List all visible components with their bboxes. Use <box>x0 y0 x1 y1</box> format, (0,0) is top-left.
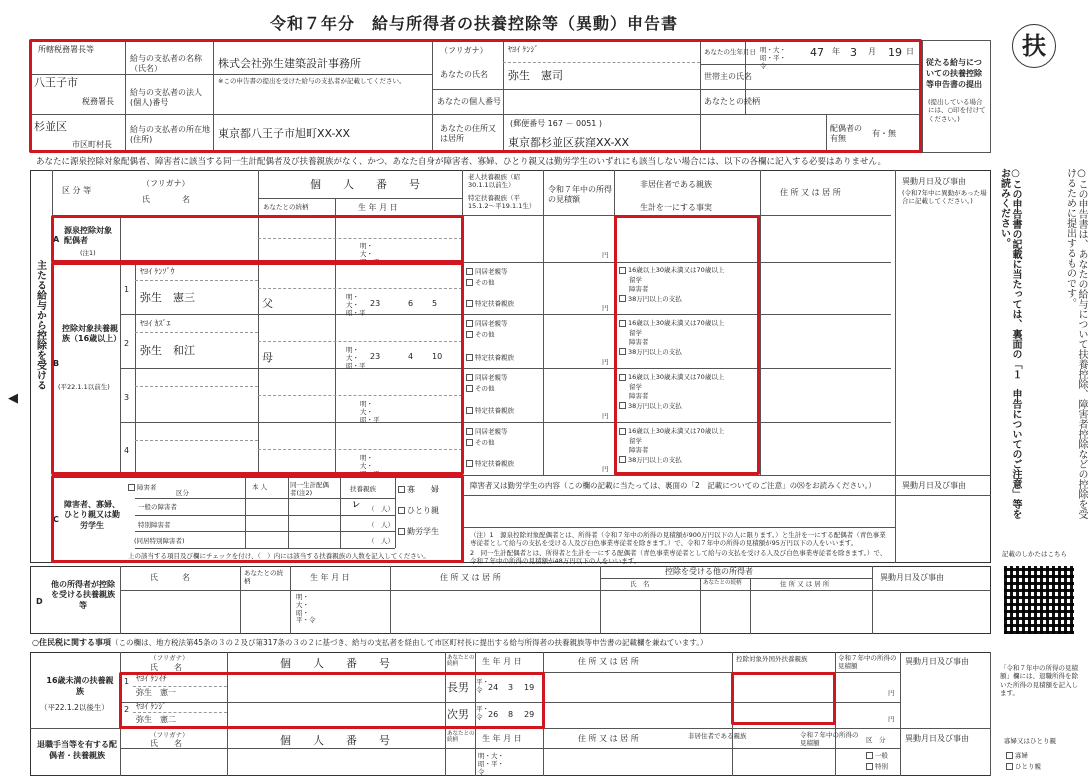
r-col-furigana: （フリガナ） <box>150 654 189 662</box>
child1-no: 1 <box>124 677 130 686</box>
col-number: 個 人 番 号 <box>310 178 420 191</box>
col-elderly: 老人扶養親族（昭30.1.1以前生） <box>468 173 520 189</box>
dep1-nonres-age[interactable]: 16歳以上30歳未満又は70歳以上 <box>619 266 724 276</box>
child2-month[interactable]: 8 <box>508 710 514 719</box>
my-number-label: あなたの個人番号 <box>437 97 501 106</box>
d-col-name: 氏 名 <box>150 573 190 582</box>
highlight-section-c <box>51 475 464 563</box>
d-era: 明・大・昭・平・令 <box>296 593 316 625</box>
dep1-name[interactable]: 弥生 憲三 <box>140 291 195 304</box>
dep3-opt-other[interactable]: その他 <box>466 385 495 392</box>
dep4-nonres-38man[interactable]: 38万円以上の支払 <box>619 456 724 466</box>
d-col-change: 異動月日及び事由 <box>880 573 944 582</box>
spouse-label: 配偶者の有無 <box>830 124 862 144</box>
re-col-category: 区 分 <box>866 736 886 744</box>
resident-header-note: （この欄は、地方税法第45条の３の２及び第317条の３の２に基づき、給与の支払者を経由して市区町村長に提出する給与所得者の扶養親族等申告書の記載欄を兼ねています。） <box>110 638 708 647</box>
dep4-yen: 円 <box>602 465 609 473</box>
dep1-relation[interactable]: 父 <box>262 297 273 310</box>
c-general: 一般の障害者 <box>138 503 177 511</box>
child2-kana[interactable]: ﾔﾖｲ ｹﾝｼﾞ <box>136 702 167 711</box>
payer-number-note: ※この申告書の提出を受けた給与の支払者が記載してください。 <box>218 77 406 85</box>
col-nonresident: 非居住者である親族 <box>640 180 712 189</box>
note2: 2 同一生計配偶者とは、所得者と生計を一にする配偶者（青色事業専従者として給与の支払を受ける人及び白色事業専従者を除きます。）で、令和７年中の所得の見積額が48万円以下の人をいいます。 <box>470 549 887 566</box>
col-income: 令和７年中の所得の見積額 <box>548 185 612 205</box>
day-unit: 日 <box>906 47 914 56</box>
c-single[interactable]: ひとり親 <box>398 507 439 515</box>
c-self: 本 人 <box>252 483 268 491</box>
re-widow-label: 寡婦又はひとり親 <box>1004 737 1056 745</box>
col-category: 区 分 等 <box>62 186 92 195</box>
child1-month[interactable]: 3 <box>508 683 514 692</box>
right-text-1: ○この申告書は、あなたの給与について扶養控除、障害者控除などの控除を受けるために提出するものです。 <box>1064 168 1087 519</box>
c-special-count: （ 人） <box>368 521 394 529</box>
re-opt-special[interactable]: 特別 <box>866 763 888 770</box>
highlight-outside <box>731 672 836 725</box>
re-col-relation: あなたとの続柄 <box>447 731 475 744</box>
retire-label: 退職手当等を有する配偶者・扶養親族 <box>37 740 117 760</box>
dep4-opt-other[interactable]: その他 <box>466 439 495 446</box>
dep2-nonres-38man[interactable]: 38万円以上の支払 <box>619 348 724 358</box>
c-content: 障害者又は勤労学生の内容（この欄の記載に当たっては、裏面の「2 記載についてのご注意」の⑻をお読みください。） <box>470 481 876 490</box>
side-note: 従たる給与についての扶養控除等申告書の提出 <box>926 58 982 89</box>
name-label: あなたの氏名 <box>440 70 488 79</box>
dep4-era: 明・大・昭・平 <box>360 454 380 478</box>
col-birth: 生 年 月 日 <box>358 203 398 212</box>
child2-no: 2 <box>124 705 130 714</box>
d-col-other: 控除を受ける他の所得者 <box>665 567 753 576</box>
d-col-relation: あなたとの続柄 <box>244 569 283 585</box>
re-col-furigana: （フリガナ） <box>150 731 189 739</box>
dep4-nonres-study[interactable]: 留学 <box>629 436 642 445</box>
r-col-number: 個 人 番 号 <box>280 657 390 670</box>
dep1-nonres-disabled[interactable]: 障害者 <box>629 285 649 293</box>
dep2-nonres-age[interactable]: 16歳以上30歳未満又は70歳以上 <box>619 319 724 329</box>
child2-era: 平・令 <box>476 705 489 721</box>
city-suffix: 市区町村長 <box>72 140 112 149</box>
city-value: 杉並区 <box>34 120 67 133</box>
re-opt-widow[interactable]: 寡婦 <box>1006 752 1028 759</box>
c-footnote: 上の該当する項目及び欄にチェックを付け、（ ）内には該当する扶養親族の人数を記入してください。 <box>128 552 430 560</box>
dep2-nonres-disabled[interactable]: 障害者 <box>629 338 649 346</box>
year-unit: 年 <box>832 47 840 56</box>
dep1-day[interactable]: 5 <box>432 299 438 308</box>
payer-number-label: 給与の支払者の法人(個人)番号 <box>130 88 202 108</box>
page-title: 令和７年分 給与所得者の扶養控除等（異動）申告書 <box>270 14 679 33</box>
c-disabled[interactable]: 障害者 <box>128 484 157 491</box>
dep2-yen: 円 <box>602 358 609 366</box>
dep2-year[interactable]: 23 <box>370 352 381 361</box>
r-col-birth: 生 年 月 日 <box>482 657 522 666</box>
re-opt-general[interactable]: 一般 <box>866 752 888 759</box>
r-col-address: 住 所 又 は 居 所 <box>578 657 639 666</box>
c-special: 特別障害者 <box>138 521 171 529</box>
highlight-section-b <box>51 262 464 475</box>
child1-era: 平・令 <box>476 678 489 694</box>
section-a-yen: 円 <box>602 251 609 259</box>
address-label: あなたの住所又は居所 <box>440 124 496 144</box>
r-col-relation: あなたとの続柄 <box>447 655 475 668</box>
c-cohabit: (同居特別障害者) <box>134 537 185 545</box>
dep2-month[interactable]: 4 <box>408 352 414 361</box>
c-category: 区分 <box>176 489 189 497</box>
section-c-letter: C <box>53 515 59 524</box>
dep3-nonres-38man[interactable]: 38万円以上の支払 <box>619 402 724 412</box>
furigana-label: （フリガナ） <box>440 46 488 55</box>
section-d-letter: D <box>36 597 43 606</box>
dep3-nonres-disabled[interactable]: 障害者 <box>629 392 649 400</box>
qr-code[interactable] <box>1004 566 1074 634</box>
dep3-yen: 円 <box>602 412 609 420</box>
r-col-name: 氏 名 <box>150 663 182 672</box>
dep4-no: 4 <box>124 446 130 455</box>
col-same-living: 生計を一にする事実 <box>640 203 712 212</box>
resident-header-title: ○住民税に関する事項 <box>32 638 111 647</box>
c-student[interactable]: 勤労学生 <box>398 528 439 536</box>
re-era: 明・大・昭・平・令 <box>478 752 504 777</box>
payer-address-value[interactable]: 東京都八王子市旭町XX-XX <box>218 127 351 140</box>
dep2-era: 明・大・昭・平 <box>346 346 366 370</box>
dep2-opt-same[interactable]: 同居老親等 <box>466 320 508 327</box>
r-col-outside: 控除対象外国外扶養親族 <box>736 655 808 663</box>
d-col-other-relation: あなたとの続柄 <box>703 580 742 586</box>
section-b-note: (平22.1.1以前生) <box>58 383 110 391</box>
dep2-opt-specific[interactable]: 特定扶養親族 <box>466 354 514 361</box>
form-type-badge-text: 扶 <box>1022 32 1046 60</box>
note1: （注）1 源泉控除対象配偶者とは、所得者（令和７年中の所得の見積額が900万円以下の人に限ります。）と生計を一にする配偶者（青色事業専従者として給与の支払を受ける人及び白色事業専従者を除きます。）で、令和７年中の所得の見積額が95万円以下の人をいいます。 <box>470 531 886 548</box>
dep4-opt-specific[interactable]: 特定扶養親族 <box>466 460 514 467</box>
child2-name[interactable]: 弥生 憲二 <box>136 715 176 724</box>
child1-name[interactable]: 弥生 憲一 <box>136 688 176 697</box>
dep1-nonres-study[interactable]: 留学 <box>629 275 642 284</box>
resident-label-note: （平22.1.2以後生） <box>40 703 109 712</box>
dep2-relation[interactable]: 母 <box>262 351 273 364</box>
col-relation: あなたとの続柄 <box>263 203 309 211</box>
highlight-children <box>119 672 545 729</box>
d-col-birth: 生 年 月 日 <box>310 573 350 582</box>
relation-label: あなたとの続柄 <box>704 97 760 106</box>
dep3-era: 明・大・昭・平 <box>360 400 380 424</box>
child2-day[interactable]: 29 <box>524 710 535 719</box>
section-a-letter: A <box>53 235 60 244</box>
dep4-nonres-age[interactable]: 16歳以上30歳未満又は70歳以上 <box>619 427 724 437</box>
col-change-small: (令和7年中に異動があった場合に記載してください。) <box>902 189 987 205</box>
dep3-opt-specific[interactable]: 特定扶養親族 <box>466 407 514 414</box>
re-col-number: 個 人 番 号 <box>280 734 390 747</box>
child2-relation[interactable]: 次男 <box>447 708 469 721</box>
re-col-income: 令和７年中の所得の見積額 <box>800 731 859 747</box>
r-side-note: 「令和７年中の所得の見積額」欄には、退職所得を除いた所得の見積額を記入します。 <box>1000 664 1078 698</box>
left-arrow-icon: ◀ <box>8 391 18 406</box>
birth-month[interactable]: 3 <box>850 46 857 59</box>
d-col-address: 住 所 又 は 居 所 <box>440 573 501 582</box>
child1-kana[interactable]: ﾔﾖｲ ｹﾝｲﾁ <box>136 674 167 683</box>
tax-office-label: 所轄税務署長等 <box>38 45 94 54</box>
tax-office-suffix: 税務署長 <box>82 97 114 106</box>
re-col-address: 住 所 又 は 居 所 <box>578 734 639 743</box>
birth-year[interactable]: 47 <box>810 46 824 59</box>
re-opt-single[interactable]: ひとり親 <box>1006 763 1041 770</box>
tax-office-value: 八王子市 <box>34 76 78 89</box>
section-c-label: 障害者、寡婦、ひとり親又は勤労学生 <box>64 500 120 530</box>
furigana-value[interactable]: ﾔﾖｲ ｹﾝｼﾞ <box>508 45 539 54</box>
birth-label: あなたの生年月日 <box>704 48 756 56</box>
resident-label: 16歳未満の扶養親族 <box>46 676 114 696</box>
c-dependent: 扶養親族 <box>350 485 376 493</box>
dep4-opt-same[interactable]: 同居老親等 <box>466 428 508 435</box>
form-type-badge <box>1012 24 1056 68</box>
dep1-month[interactable]: 6 <box>408 299 414 308</box>
col-name: 氏 名 <box>142 195 190 204</box>
dep1-nonres-38man[interactable]: 38万円以上の支払 <box>619 295 724 305</box>
c-spouse: 同一生計配偶者(注2) <box>290 481 329 497</box>
dep2-nonres-study[interactable]: 留学 <box>629 328 642 337</box>
col-furigana: （フリガナ） <box>142 179 190 188</box>
dep2-kana[interactable]: ﾔﾖｲ ｶｽﾞｴ <box>140 319 171 328</box>
dep1-era: 明・大・昭・平 <box>346 293 366 317</box>
col-address: 住 所 又 は 居 所 <box>780 188 841 197</box>
re-col-nonres: 非居住者である親族 <box>688 732 747 740</box>
c-widow[interactable]: 寡 婦 <box>398 486 439 494</box>
name-value[interactable]: 弥生 憲司 <box>508 69 563 82</box>
dep1-opt-same[interactable]: 同居老親等 <box>466 268 508 275</box>
r-col-income: 令和７年中の所得の見積額 <box>838 654 897 670</box>
dep3-nonres-age[interactable]: 16歳以上30歳未満又は70歳以上 <box>619 373 724 383</box>
dep1-yen: 円 <box>602 304 609 312</box>
dep2-name[interactable]: 弥生 和江 <box>140 344 195 357</box>
notice-line: あなたに源泉控除対象配偶者、障害者に該当する同一生計配偶者及び扶養親族がなく、かつ、あなた自身が障害者、寡婦、ひとり親又は勤労学生のいずれにも該当しない場合には、以下の各欄に記入する必要はありません。 <box>36 157 887 167</box>
dep2-no: 2 <box>124 339 130 348</box>
c-general-count: （ 人） <box>368 505 394 513</box>
dep1-no: 1 <box>124 285 130 294</box>
dep1-kana[interactable]: ﾔﾖｲ ｹﾝｿﾞｳ <box>140 267 175 276</box>
d-col-other-address: 住 所 又 は 居 所 <box>780 580 830 588</box>
section-b-letter: B <box>53 359 60 368</box>
d-col-other-name: 氏 名 <box>630 580 650 588</box>
child1-year[interactable]: 24 <box>488 683 499 692</box>
child1-yen: 円 <box>888 689 895 697</box>
c-cohabit-count: （ 人） <box>368 537 394 545</box>
dep1-opt-other[interactable]: その他 <box>466 279 495 286</box>
section-a-label: 源泉控除対象配偶者 <box>64 226 112 246</box>
section-a-era: 明・大・昭・平 <box>360 242 380 266</box>
section-b-label: 控除対象扶養親族（16歳以上） <box>62 324 122 344</box>
r-col-change: 異動月日及び事由 <box>905 657 969 666</box>
child2-yen: 円 <box>888 715 895 723</box>
dep2-day[interactable]: 10 <box>432 352 443 361</box>
dep4-nonres-disabled[interactable]: 障害者 <box>629 446 649 454</box>
child2-year[interactable]: 26 <box>488 710 499 719</box>
dep3-nonres-study[interactable]: 留学 <box>629 382 642 391</box>
spouse-value[interactable]: 有・無 <box>872 129 896 138</box>
highlight-header <box>29 39 922 153</box>
payer-name-label: 給与の支払者の名称（氏名） <box>130 54 202 74</box>
right-text-2: ○この申告書の記載に当たっては、裏面の「１ 申告についてのご注意」等をお読みください。 <box>998 168 1021 519</box>
dep3-opt-same[interactable]: 同居老親等 <box>466 374 508 381</box>
resident-header <box>32 639 708 647</box>
dep1-year[interactable]: 23 <box>370 299 381 308</box>
birth-day[interactable]: 19 <box>888 46 902 59</box>
payer-name-value[interactable]: 株式会社弥生建築設計事務所 <box>218 57 361 70</box>
postal-value[interactable]: (郵便番号 167 － 0051 ) <box>510 119 603 128</box>
c-change: 異動月日及び事由 <box>902 481 966 490</box>
side-note-small: (提出している場合には、○印を付けてください。) <box>928 98 986 123</box>
section-d-label: 他の所得者が控除を受ける扶養親族等 <box>51 580 115 610</box>
payer-address-label: 給与の支払者の所在地(住所) <box>130 125 210 145</box>
col-change: 異動月日及び事由 <box>902 177 966 186</box>
col-specific: 特定扶養親族（平15.1.2～平19.1.1生） <box>468 194 536 210</box>
dep2-opt-other[interactable]: その他 <box>466 331 495 338</box>
section-a-note: (注1) <box>80 249 96 257</box>
c-check[interactable]: レ <box>352 500 360 509</box>
month-unit: 月 <box>868 47 876 56</box>
householder-label: 世帯主の氏名 <box>704 72 752 81</box>
address-value[interactable]: 東京都杉並区荻窪XX-XX <box>508 136 630 149</box>
re-col-name: 氏 名 <box>150 739 182 748</box>
child1-relation[interactable]: 長男 <box>447 681 469 694</box>
re-col-birth: 生 年 月 日 <box>482 734 522 743</box>
birth-era: 明・大・昭・平・令 <box>760 46 786 70</box>
dep1-opt-specific[interactable]: 特定扶養親族 <box>466 300 514 307</box>
re-col-change: 異動月日及び事由 <box>905 734 969 743</box>
highlight-nonresident <box>614 215 760 475</box>
qr-label: 記載のしかたはこちら <box>1002 550 1067 558</box>
child1-day[interactable]: 19 <box>524 683 535 692</box>
main-side-label: 主たる給与から控除を受ける <box>34 260 46 390</box>
dep3-no: 3 <box>124 393 130 402</box>
highlight-section-a <box>51 215 464 263</box>
